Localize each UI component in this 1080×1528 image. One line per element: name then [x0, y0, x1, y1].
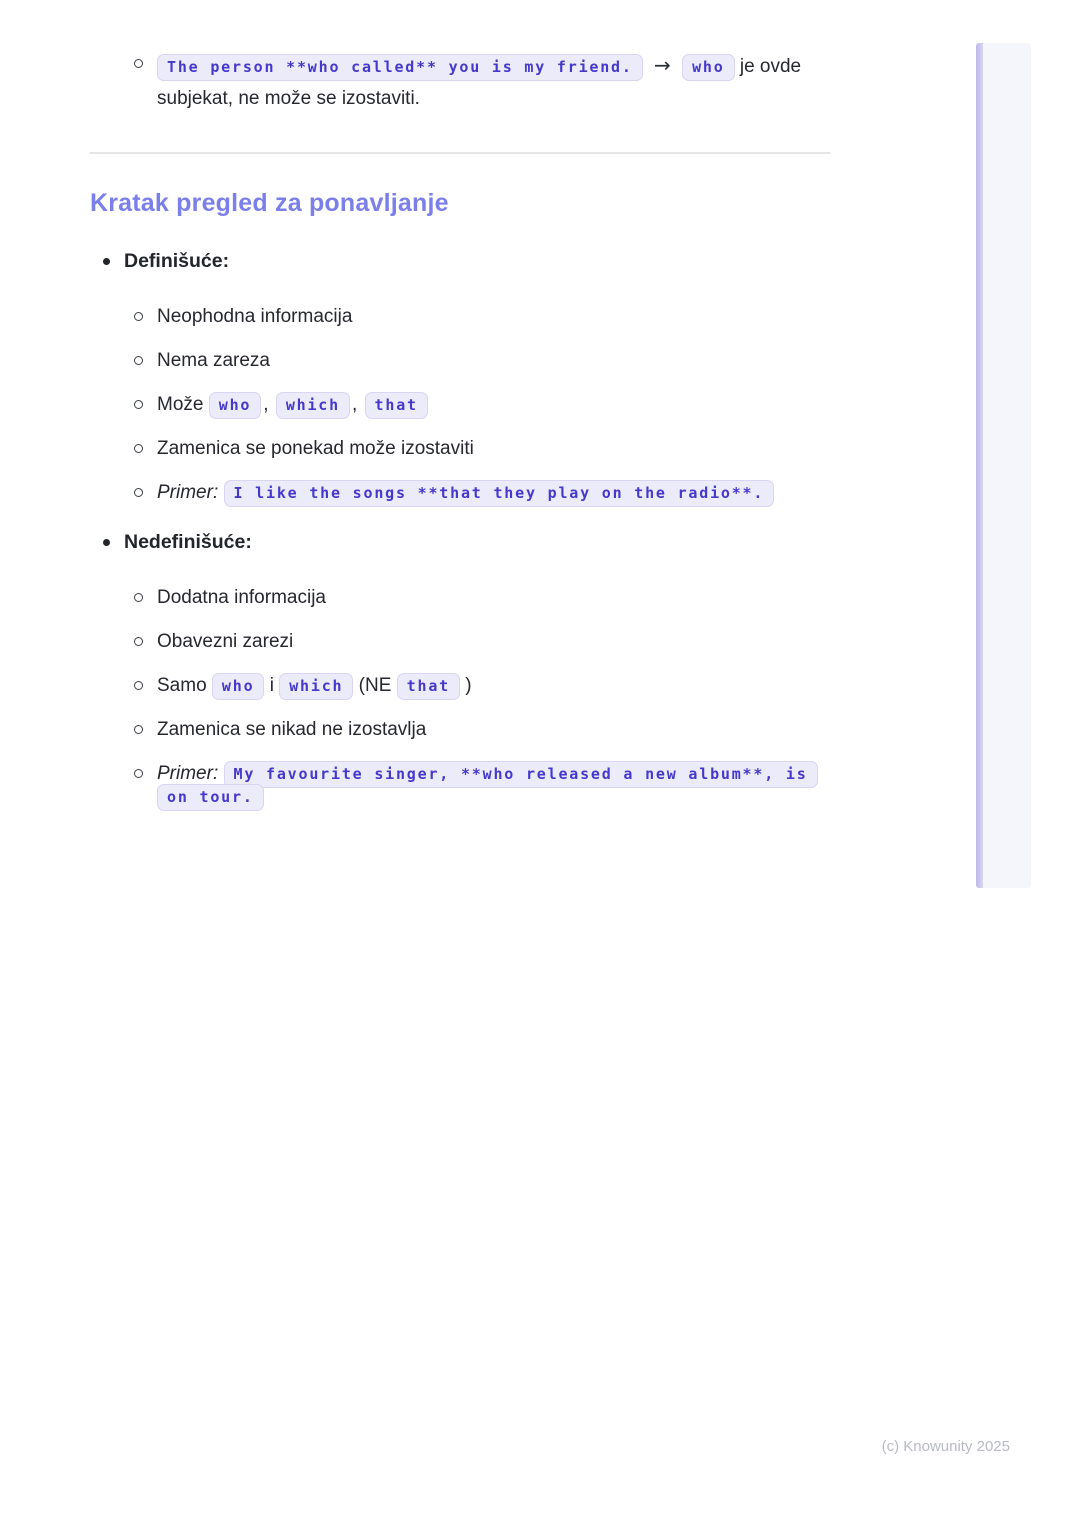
inline-code-who: who [209, 392, 262, 419]
non-defining-title: Nedefinišuće: [124, 531, 252, 553]
example-label: Primer: [157, 763, 219, 784]
example-label: Primer: [157, 482, 219, 503]
scrollbar-rail-area[interactable] [983, 43, 1031, 888]
close-paren-text: ) [465, 675, 472, 696]
list-item: Dodatna informacija [157, 586, 830, 609]
separator-comma: , [351, 394, 358, 415]
document-content [90, 0, 830, 834]
inline-code-that: that [397, 673, 460, 700]
inline-code-who: who [682, 54, 735, 81]
inline-code-which: which [276, 392, 350, 419]
inline-code-which: which [279, 673, 353, 700]
pronouns-label: Može [157, 394, 204, 415]
ne-open-text: (NE [358, 675, 392, 696]
list-item: Zamenica se ponekad može izostaviti [157, 437, 830, 460]
arrow-right-icon: → [654, 53, 671, 77]
list-item: Obavezni zarezi [157, 630, 830, 653]
intro-tail-text: je ovde subjekat, ne može se izostaviti. [157, 56, 802, 109]
intro-list [90, 49, 830, 115]
list-item-pronouns [157, 674, 830, 697]
inline-code-that: that [365, 392, 428, 419]
section-heading: Kratak pregled za ponavljanje [90, 189, 449, 217]
list-item: Neophodna informacija [157, 305, 830, 328]
list-item-intro-example [157, 49, 830, 115]
conjunction-text: i [269, 675, 274, 696]
section-divider [90, 152, 830, 154]
list-item: Zamenica se nikad ne izostavlja [157, 718, 830, 741]
list-item-defining [124, 249, 830, 504]
inline-code-example: I like the songs **that they play on the radio**. [224, 480, 775, 507]
footer-copyright: (c) Knowunity 2025 [881, 1438, 1010, 1455]
inline-code-who: who [212, 673, 265, 700]
non-defining-sub-list [124, 586, 830, 808]
list-item-example [157, 481, 830, 504]
defining-title: Definišuće: [124, 250, 230, 272]
review-list [90, 249, 830, 808]
list-item: Nema zareza [157, 349, 830, 372]
list-item-non-defining [124, 530, 830, 808]
pronouns-label: Samo [157, 675, 207, 696]
separator-comma: , [263, 394, 269, 415]
inline-code-sentence: The person **who called** you is my friend. [157, 54, 643, 81]
scrollbar-thumb[interactable] [976, 43, 983, 888]
list-item-example [157, 762, 812, 808]
defining-sub-list [124, 305, 830, 504]
inline-code-example: My favourite singer, **who released a new album**, is on tour. [157, 761, 818, 811]
scrollbar-track[interactable] [976, 43, 1031, 888]
list-item-pronouns [157, 393, 830, 416]
